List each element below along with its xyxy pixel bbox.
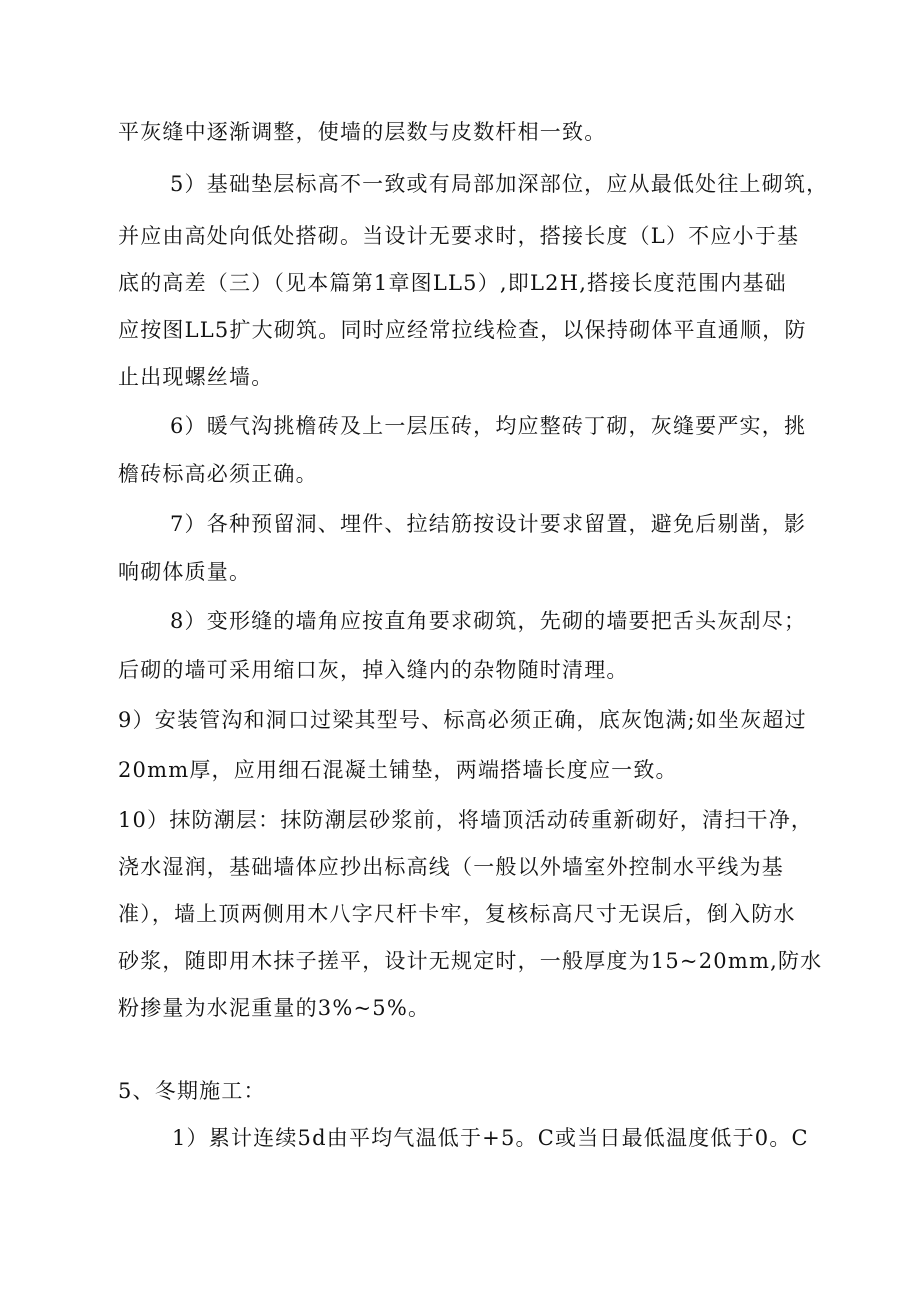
text-line: 10）抹防潮层：抹防潮层砂浆前，将墙顶活动砖重新砌好，清扫干净， <box>118 808 814 832</box>
text-line: 1）累计连续5d由平均气温低于+5。C或当日最低温度低于0。C <box>172 1126 809 1150</box>
text-line: 准），墙上顶两侧用木八字尺杆卡牢，复核标高尺寸无误后，倒入防水 <box>118 902 796 926</box>
section-heading: 5、冬期施工： <box>118 1079 266 1103</box>
text-line: 浇水湿润，基础墙体应抄出标高线（一般以外墙室外控制水平线为基 <box>118 855 784 879</box>
text-line: 粉掺量为水泥重量的3%~5%。 <box>118 996 431 1020</box>
text-line: 6）暖气沟挑檐砖及上一层压砖，均应整砖丁砌，灰缝要严实，挑 <box>170 414 807 438</box>
text-line: 20mm厚，应用细石混凝土铺垫，两端搭墙长度应一致。 <box>118 758 678 782</box>
text-line: 后砌的墙可采用缩口灰，掉入缝内的杂物随时清理。 <box>118 658 629 682</box>
text-line: 平灰缝中逐渐调整，使墙的层数与皮数杆相一致。 <box>118 120 607 144</box>
text-line: 底的高差（三）（见本篇第1章图LL5）,即L2H,搭接长度范围内基础 <box>118 271 787 295</box>
text-line: 砂浆，随即用木抹子搓平，设计无规定时，一般厚度为15~20mm,防水 <box>118 949 823 973</box>
text-line: 8）变形缝的墙角应按直角要求砌筑，先砌的墙要把舌头灰刮尽； <box>170 609 807 633</box>
text-line: 止出现螺丝墙。 <box>118 365 274 389</box>
text-line: 应按图LL5扩大砌筑。同时应经常拉线检查，以保持砌体平直通顺，防 <box>118 318 807 342</box>
text-line: 并应由高处向低处搭砌。当设计无要求时，搭接长度（L）不应小于基 <box>118 224 800 248</box>
text-line: 檐砖标高必须正确。 <box>118 462 318 486</box>
text-line: 7）各种预留洞、埋件、拉结筋按设计要求留置，避免后剔凿，影 <box>170 512 807 536</box>
text-line: 响砌体质量。 <box>118 560 252 584</box>
text-line: 5）基础垫层标高不一致或有局部加深部位，应从最低处往上砌筑， <box>170 172 829 196</box>
text-line: 9）安装管沟和洞口过梁其型号、标高必须正确，底灰饱满;如坐灰超过 <box>118 708 807 732</box>
